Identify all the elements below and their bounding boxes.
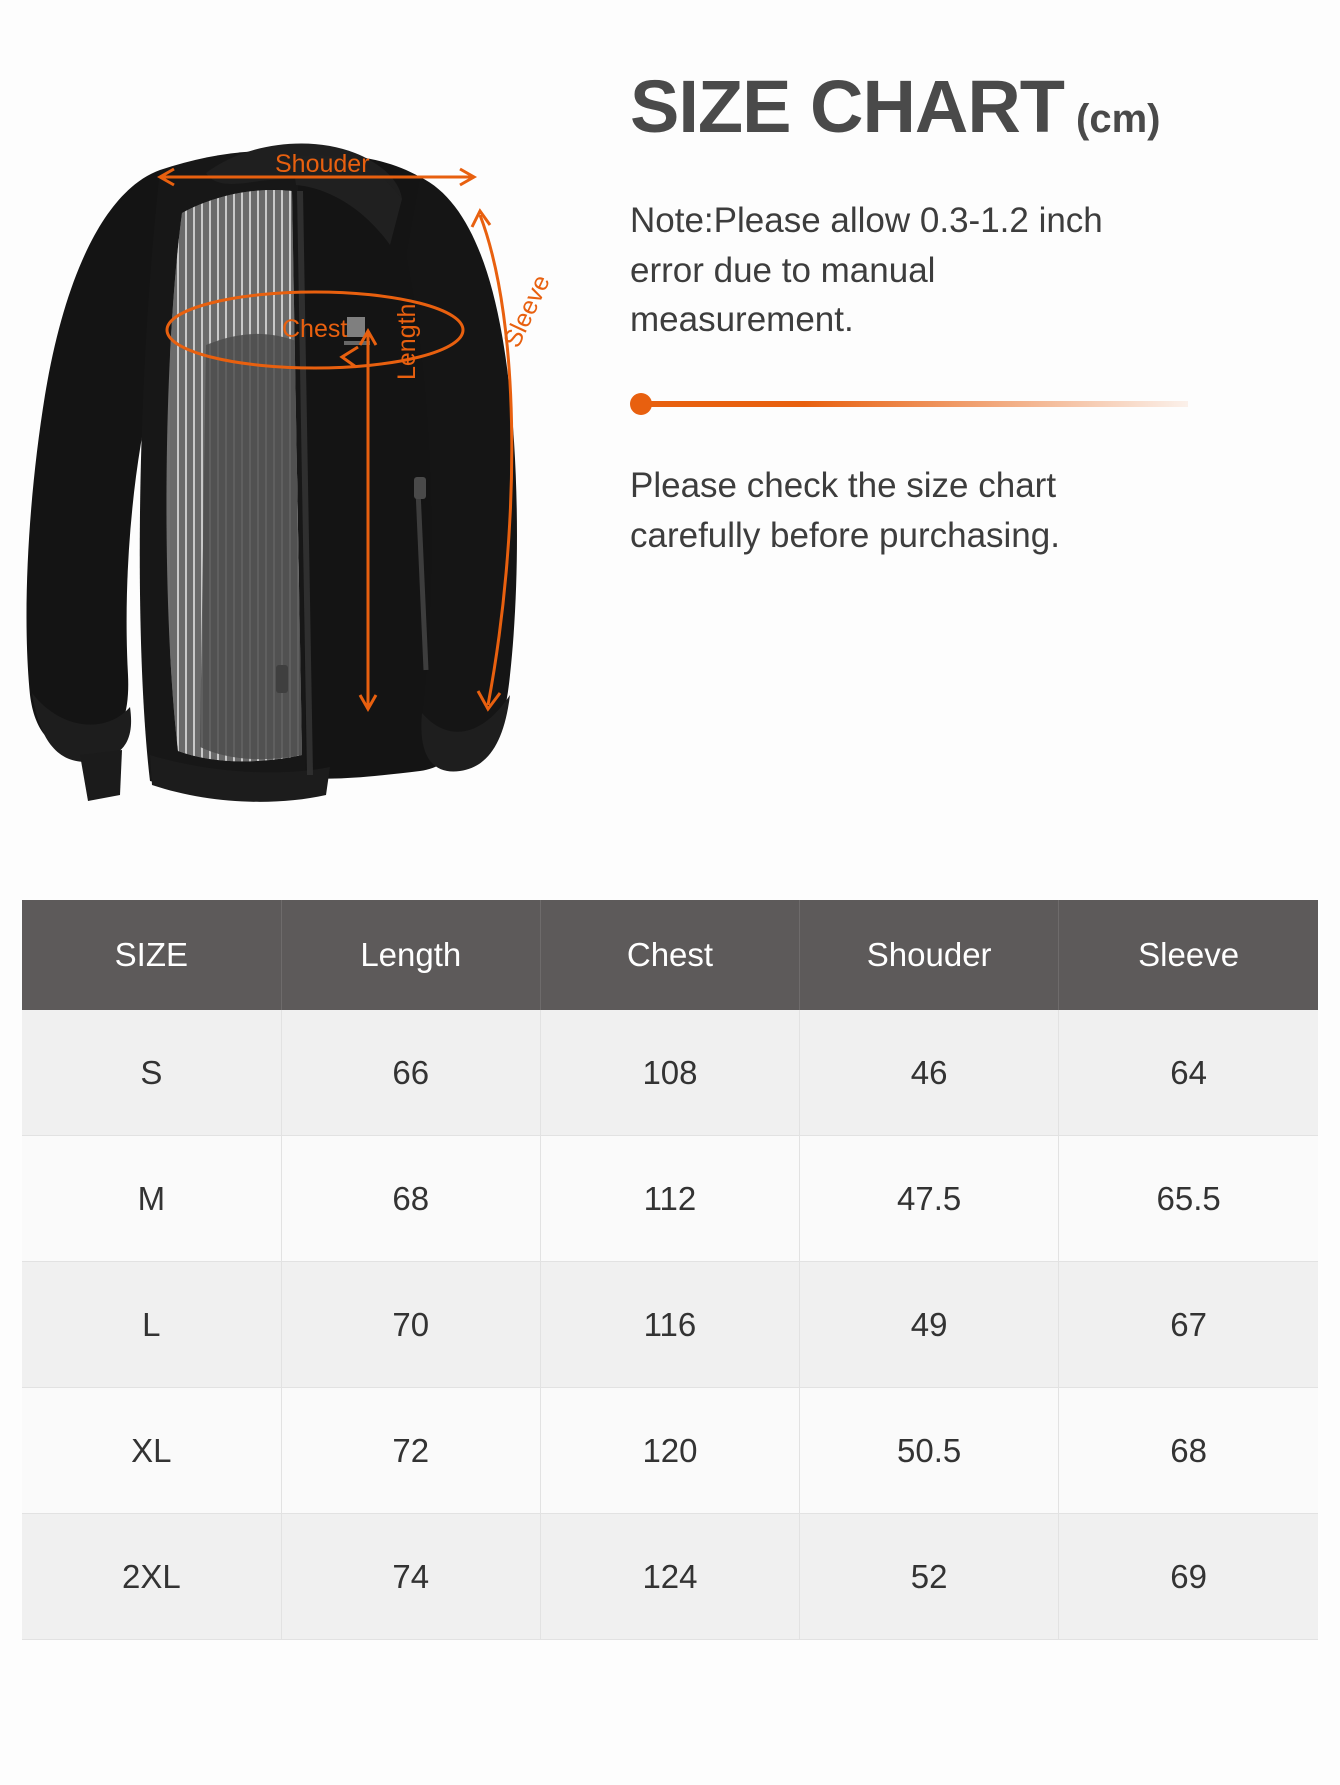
info-column: [630, 65, 1290, 560]
cell-sleeve: 67: [1059, 1262, 1318, 1388]
jacket-illustration: [10, 95, 590, 815]
cell-sleeve: 64: [1059, 1010, 1318, 1136]
measurement-note: Note:Please allow 0.3-1.2 inch error due to manual measurement.: [630, 201, 1103, 340]
cell-size: 2XL: [22, 1514, 281, 1640]
label-chest: Chest: [282, 315, 348, 343]
cell-sleeve: 68: [1059, 1388, 1318, 1514]
size-table-wrapper: [22, 900, 1318, 1640]
size-table-body: [22, 1010, 1318, 1640]
title-unit: (cm): [1076, 97, 1161, 141]
cell-sleeve: 69: [1059, 1514, 1318, 1640]
cell-length: 70: [281, 1262, 540, 1388]
top-section: [0, 0, 1340, 880]
cell-shoulder: 46: [800, 1010, 1059, 1136]
divider-dot-icon: [630, 393, 652, 415]
cell-size: S: [22, 1010, 281, 1136]
table-row: [22, 1136, 1318, 1262]
header-size: SIZE: [22, 900, 281, 1010]
cell-length: 74: [281, 1514, 540, 1640]
cell-chest: 108: [540, 1010, 799, 1136]
table-row: [22, 1262, 1318, 1388]
jacket-diagram: [10, 95, 590, 815]
cell-sleeve: 65.5: [1059, 1136, 1318, 1262]
cell-length: 72: [281, 1388, 540, 1514]
cell-size: M: [22, 1136, 281, 1262]
cell-size: XL: [22, 1388, 281, 1514]
cell-chest: 116: [540, 1262, 799, 1388]
divider: [630, 393, 1190, 415]
cell-chest: 112: [540, 1136, 799, 1262]
divider-bar: [640, 401, 1188, 407]
header-length: Length: [281, 900, 540, 1010]
cell-length: 68: [281, 1136, 540, 1262]
cell-chest: 120: [540, 1388, 799, 1514]
cell-size: L: [22, 1262, 281, 1388]
check-note: Please check the size chart carefully before purchasing.: [630, 466, 1060, 555]
table-header-row: [22, 900, 1318, 1010]
table-row: [22, 1514, 1318, 1640]
page-title: [630, 65, 1290, 148]
table-row: [22, 1010, 1318, 1136]
cell-chest: 124: [540, 1514, 799, 1640]
cell-shoulder: 47.5: [800, 1136, 1059, 1262]
title-main: SIZE CHART: [630, 65, 1064, 148]
table-row: [22, 1388, 1318, 1514]
cell-shoulder: 50.5: [800, 1388, 1059, 1514]
label-length: Length: [393, 303, 421, 380]
label-sleeve: Sleeve: [498, 270, 556, 352]
cell-shoulder: 49: [800, 1262, 1059, 1388]
cell-shoulder: 52: [800, 1514, 1059, 1640]
header-shoulder: Shouder: [800, 900, 1059, 1010]
cell-length: 66: [281, 1010, 540, 1136]
size-table-head: [22, 900, 1318, 1010]
header-sleeve: Sleeve: [1059, 900, 1318, 1010]
label-shoulder: Shouder: [275, 150, 370, 178]
size-table: [22, 900, 1318, 1640]
header-chest: Chest: [540, 900, 799, 1010]
